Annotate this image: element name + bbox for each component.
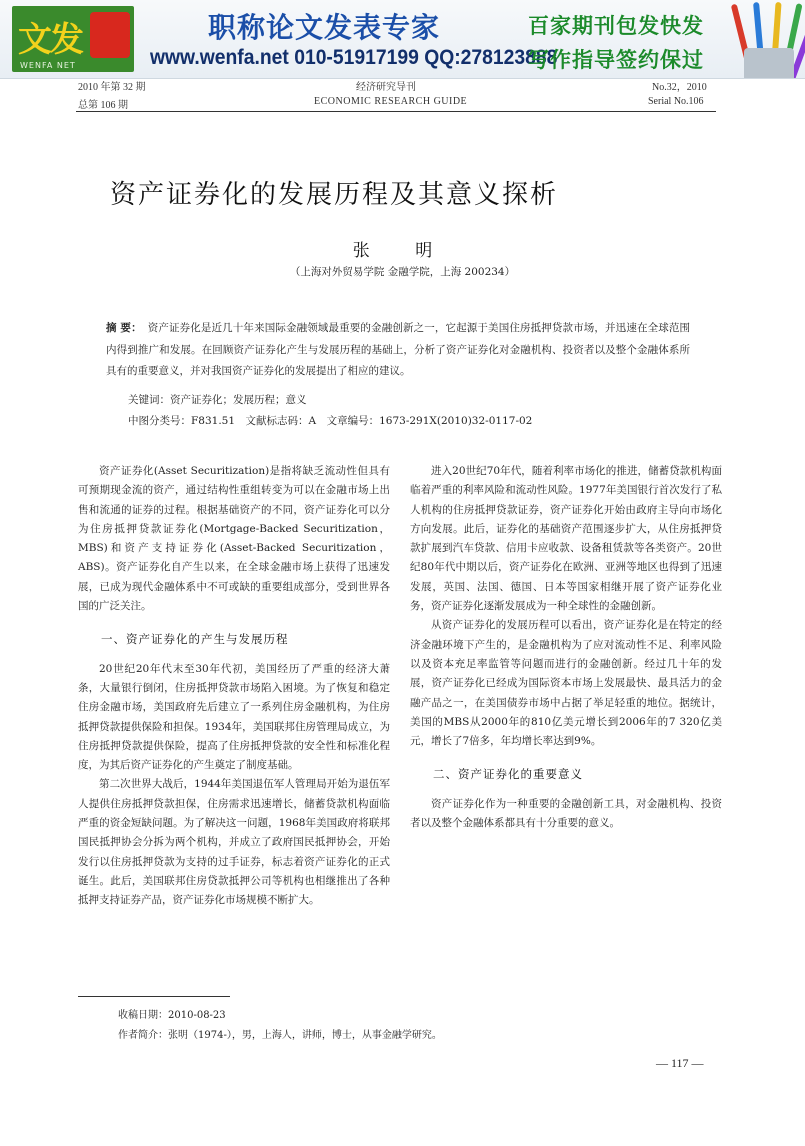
body-paragraph: 第二次世界大战后，1944年美国退伍军人管理局开始为退伍军人提供住房抵押贷款担保，住房需求迅速增长，储蓄贷款机构面临严重的资金短缺问题。为了解决这一问题，1968年美国政府将联邦国民抵押协会分拆为两个机构，并成立了政府国民抵押协会，开始发行以住房抵押贷款为支持的过手证券，标志着资产证券化的正式诞生。此后，美国联邦住房贷款抵押公司等机构也相继推出了各种抵押支持证券产品，资产证券化市场规模不断扩大。 (78, 778, 390, 907)
intro-paragraph: 资产证券化(Asset Securitization)是指将缺乏流动性但具有可预期现金流的资产，通过结构性重组转变为可以在金融市场上出售和流通的证券的过程。根据基础资产的不同，资产证券化可以分为住房抵押贷款证券化(Mortgage-Backed Securitization，MBS)和资产支持证券化(Asset-Backed Securitization，ABS)。资产证券化自产生以来，在全球金融市场上获得了迅速发展，已成为现代金融体系中不可或缺的重要组成部分，受到世界各国的广泛关注。 (78, 465, 390, 613)
body-column-left (78, 462, 390, 911)
footnote-received: 收稿日期：2010-08-23 (118, 1010, 226, 1021)
keywords: 关键词：资产证券化；发展历程；意义 (128, 394, 307, 406)
banner-title: 职称论文发表专家 (208, 11, 441, 44)
pencil-cup-icon (728, 0, 805, 78)
page-number: — 117 — (656, 1056, 704, 1070)
header-issue: 2010 年第 32 期 (78, 82, 146, 93)
body-paragraph: 从资产证券化的发展历程可以看出，资产证券化是在特定的经济金融环境下产生的，是金融机构为了应对流动性不足、利率风险以及资本充足率监管等问题而进行的金融创新。经过几十年的发展，资产证券化已经成为国际资本市场上发展最快、最具活力的金融产品之一，在美国债券市场中占据了举足轻重的地位。据统计，美国的MBS从2000年的810亿美元增长到2006年的7 320亿美元，增长了7倍多，年均增长率达到9%。 (410, 619, 722, 748)
section-heading-2: 二、资产证券化的重要意义 (433, 767, 583, 782)
classification: 中图分类号：F831.51 文献标志码：A 文章编号：1673-291X(2010)32-0117-02 (128, 415, 533, 427)
abstract (106, 318, 690, 383)
footnote-author-bio: 作者简介：张明（1974-），男，上海人，讲师，博士，从事金融学研究。 (118, 1030, 442, 1041)
logo-badge-icon (90, 12, 130, 58)
abstract-text: 资产证券化是近几十年来国际金融领域最重要的金融创新之一，它起源于美国住房抵押贷款市场，并迅速在全球范围内得到推广和发展。在回顾资产证券化产生与发展历程的基础上，分析了资产证券化对金融机构、投资者以及整个金融体系所具有的重要意义，并对我国资产证券化的发展提出了相应的建议。 (106, 322, 691, 377)
header-journal-en: ECONOMIC RESEARCH GUIDE (314, 96, 468, 107)
author-affiliation: （上海对外贸易学院 金融学院，上海 200234） (289, 266, 516, 278)
banner-slogan-1: 百家期刊包发快发 (528, 14, 704, 38)
body-column-right (410, 462, 722, 833)
section-heading-1: 一、资产证券化的产生与发展历程 (101, 632, 289, 647)
wenfa-logo[interactable] (12, 6, 134, 72)
cup-icon (744, 48, 794, 78)
logo-text: 文发 (18, 20, 82, 60)
banner-slogan-2: 写作指导签约保过 (528, 48, 704, 72)
top-banner (0, 0, 805, 79)
banner-contact[interactable]: www.wenfa.net 010-51917199 QQ:278123888 (150, 46, 558, 69)
header-rule (76, 111, 716, 112)
article-title: 资产证券化的发展历程及其意义探析 (110, 180, 559, 210)
header-journal-cn: 经济研究导刊 (356, 82, 416, 93)
body-paragraph: 20世纪20年代末至30年代初，美国经历了严重的经济大萧条，大量银行倒闭，住房抵押贷款市场陷入困境。为了恢复和稳定住房金融市场，美国政府先后建立了一系列住房金融机构，为住房抵押贷款提供保险和担保。1934年，美国联邦住房管理局成立，为住房抵押贷款提供保险，提高了住房抵押贷款的安全性和标准化程度，为其后资产证券化的产生奠定了制度基础。 (78, 662, 390, 772)
header-serial-en: Serial No.106 (648, 96, 704, 107)
body-paragraph: 资产证券化作为一种重要的金融创新工具，对金融机构、投资者以及整个金融体系都具有十分重要的意义。 (410, 797, 722, 830)
author-name: 张 明 (352, 241, 453, 261)
header-serial: 总第 106 期 (78, 100, 128, 111)
body-paragraph: 进入20世纪70年代，随着利率市场化的推进，储蓄贷款机构面临着严重的利率风险和流动性风险。1977年美国银行首次发行了私人机构的住房抵押贷款证券，资产证券化开始由政府主导向市场化方向发展。此后，证券化的基础资产范围逐步扩大，从住房抵押贷款扩展到汽车贷款、信用卡应收款、设备租赁款等各类资产。20世纪80年代中期以后，资产证券化在欧洲、亚洲等地区也得到了迅速发展，英国、法国、德国、日本等国家相继开展了资产证券化业务，资产证券化逐渐发展成为一种全球性的金融创新。 (410, 465, 722, 613)
header-number: No.32，2010 (652, 82, 707, 93)
footnote-rule (78, 996, 230, 997)
logo-subtitle: WENFA NET (20, 61, 76, 70)
abstract-label: 摘 要： (106, 322, 142, 334)
